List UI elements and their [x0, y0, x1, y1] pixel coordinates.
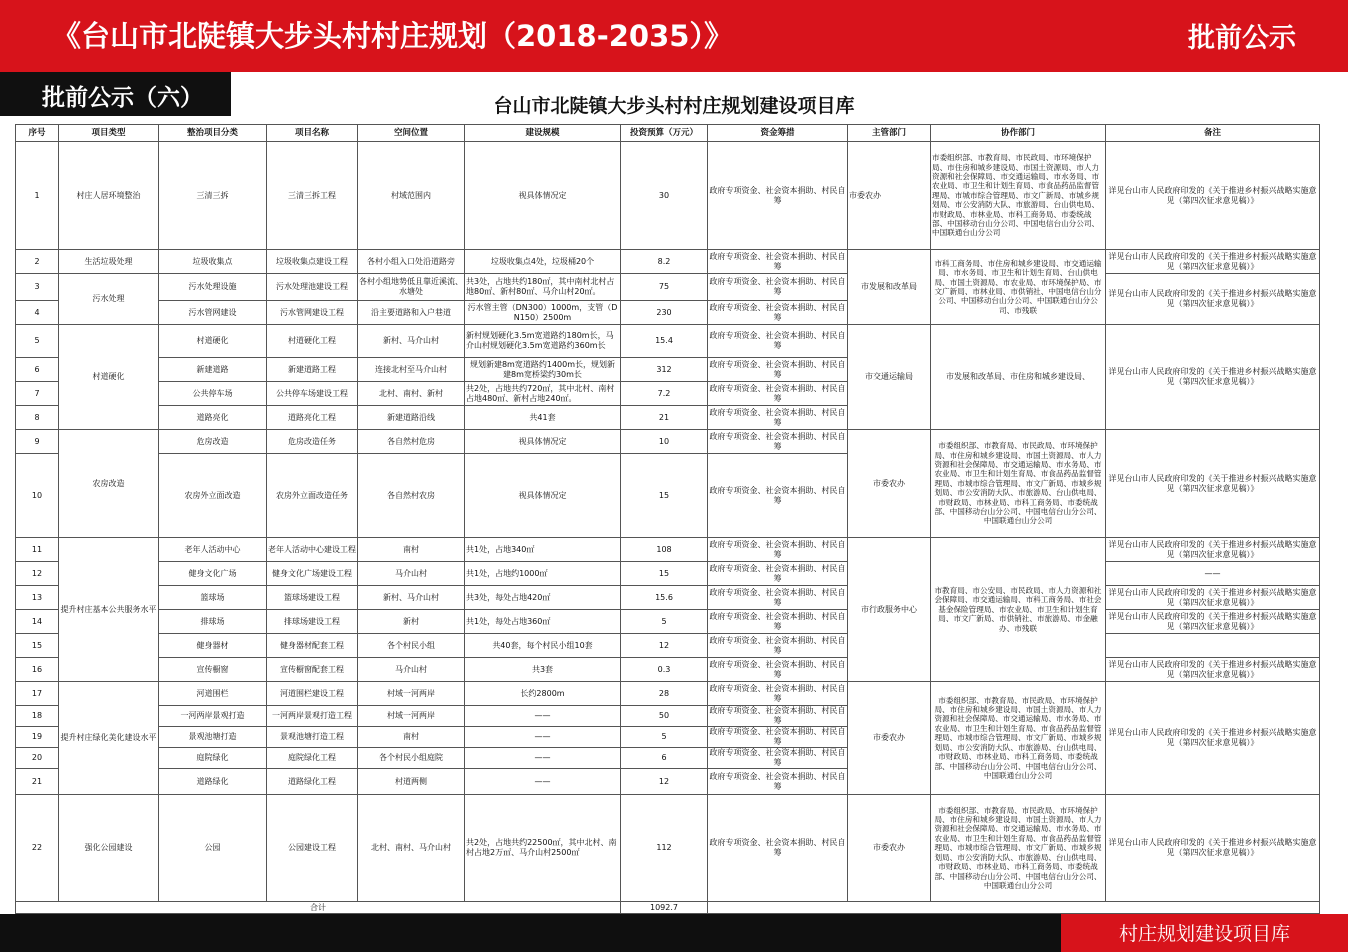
cell-coop: 市委组织部、市教育局、市民政局、市环境保护局、市住房和城乡建设局、市国土资源局、市人力资源和社会保障局、市交通运输局、市水务局、市农业局、市卫生和计划生育局、市食品药品监督管理局、市城市综合管理局、市文广新局、市城乡规划局、市公安消防大队、市旅游局、台山供电局、市财政局、市林业局、市科工商务局、市委统战部、中国移动台山分公司、中国电信台山分公司、中国联通台山分公司 — [931, 795, 1106, 902]
cell-no: 1 — [16, 142, 59, 250]
cell-dept: 市委农办 — [848, 682, 931, 795]
cell-location: 各自然村农房 — [358, 454, 465, 538]
cell-remark: 详见台山市人民政府印发的《关于推进乡村振兴战略实施意见（第四次征求意见稿）》 — [1106, 142, 1320, 250]
table-header-row — [16, 125, 1320, 142]
cell-class: 村道硬化 — [159, 325, 267, 358]
cell-budget: 108 — [621, 538, 708, 562]
cell-scale: 共3套 — [465, 658, 621, 682]
cell-scale: 共2处，占地共约22500㎡，其中北村、南村占地2万㎡、马介山村2500㎡ — [465, 795, 621, 902]
cell-fund: 政府专项资金、社会资本捐助、村民自筹 — [708, 610, 848, 634]
table-title: 台山市北陡镇大步头村村庄规划建设项目库 — [493, 95, 855, 117]
cell-type: 生活垃圾处理 — [59, 250, 159, 274]
cell-class: 健身器材 — [159, 634, 267, 658]
cell-budget: 15.4 — [621, 325, 708, 358]
col-name: 项目名称 — [267, 125, 358, 142]
cell-type: 强化公园建设 — [59, 795, 159, 902]
cell-location: 村域一河两岸 — [358, 682, 465, 706]
table-row — [16, 142, 1320, 250]
cell-fund: 政府专项资金、社会资本捐助、村民自筹 — [708, 358, 848, 382]
cell-budget: 15 — [621, 454, 708, 538]
table-row — [16, 274, 1320, 301]
cell-no: 11 — [16, 538, 59, 562]
cell-no: 18 — [16, 706, 59, 727]
col-coop: 协作部门 — [931, 125, 1106, 142]
cell-budget: 15.6 — [621, 586, 708, 610]
cell-location: 新村 — [358, 610, 465, 634]
cell-name: 三清三拆工程 — [267, 142, 358, 250]
table-row — [16, 538, 1320, 562]
col-no: 序号 — [16, 125, 59, 142]
col-fund: 资金筹措 — [708, 125, 848, 142]
table-row — [16, 250, 1320, 274]
cell-no: 8 — [16, 406, 59, 430]
col-location: 空间位置 — [358, 125, 465, 142]
cell-fund: 政府专项资金、社会资本捐助、村民自筹 — [708, 658, 848, 682]
cell-no: 6 — [16, 358, 59, 382]
cell-fund: 政府专项资金、社会资本捐助、村民自筹 — [709, 727, 846, 746]
cell-remark: 详见台山市人民政府印发的《关于推进乡村振兴战略实施意见（第四次征求意见稿）》 — [1106, 795, 1320, 902]
cell-no: 10 — [16, 454, 59, 538]
table-row — [16, 634, 1320, 658]
cell-remark: 详见台山市人民政府印发的《关于推进乡村振兴战略实施意见（第四次征求意见稿）》 — [1106, 274, 1320, 325]
cell-scale: 视具体情况定 — [465, 454, 621, 538]
cell-fund: 政府专项资金、社会资本捐助、村民自筹 — [708, 142, 848, 250]
cell-remark: 详见台山市人民政府印发的《关于推进乡村振兴战略实施意见（第四次征求意见稿）》 — [1106, 682, 1320, 795]
cell-fund: 政府专项资金、社会资本捐助、村民自筹 — [708, 634, 848, 658]
cell-dept: 市交通运输局 — [848, 325, 931, 430]
cell-name: 景观池塘打造工程 — [267, 727, 358, 748]
cell-budget: 50 — [621, 706, 708, 727]
cell-remark: 详见台山市人民政府印发的《关于推进乡村振兴战略实施意见（第四次征求意见稿）》 — [1106, 658, 1320, 682]
cell-dept: 市发展和改革局 — [848, 250, 931, 325]
cell-name: 排球场建设工程 — [267, 610, 358, 634]
cell-remark: 详见台山市人民政府印发的《关于推进乡村振兴战略实施意见（第四次征求意见稿）》 — [1106, 430, 1320, 538]
cell-name: 公共停车场建设工程 — [267, 382, 358, 406]
cell-location: 南村 — [358, 727, 465, 748]
cell-location: 新村、马介山村 — [358, 586, 465, 610]
cell-name: 河道围栏建设工程 — [267, 682, 358, 706]
cell-class: 垃圾收集点 — [159, 250, 267, 274]
bottom-banner — [0, 914, 1348, 952]
cell-no: 2 — [16, 250, 59, 274]
col-class: 整治项目分类 — [159, 125, 267, 142]
cell-name: 道路亮化工程 — [267, 406, 358, 430]
cell-fund: 政府专项资金、社会资本捐助、村民自筹 — [708, 274, 848, 301]
total-blank — [708, 902, 1320, 914]
cell-scale: 共3处，每处占地420㎡ — [465, 586, 621, 610]
cell-coop: 市科工商务局、市住房和城乡建设局、市交通运输局、市水务局、市卫生和计划生育局、台山供电局、市国土资源局、市农业局、市环境保护局、市文广新局、市林业局、市供销社、中国电信台山分公司、中国移动台山分公司、中国联通台山分公司、市残联 — [931, 250, 1106, 325]
cell-fund: 政府专项资金、社会资本捐助、村民自筹 — [708, 382, 848, 406]
cell-name: 庭院绿化工程 — [267, 748, 358, 769]
cell-location: 连接北村至马介山村 — [358, 358, 465, 382]
cell-budget: 10 — [621, 430, 708, 454]
cell-budget: 7.2 — [621, 382, 708, 406]
cell-budget: 5 — [621, 610, 708, 634]
project-table — [15, 124, 1320, 914]
cell-location: 新建道路沿线 — [358, 406, 465, 430]
cell-class: 庭院绿化 — [159, 748, 267, 769]
cell-budget: 12 — [621, 634, 708, 658]
cell-coop: 市发展和改革局、市住房和城乡建设局、 — [931, 325, 1106, 430]
table-row — [16, 682, 1320, 706]
cell-class: 公园 — [159, 795, 267, 902]
cell-coop: 市教育局、市公安局、市民政局、市人力资源和社会保障局、市交通运输局、市科工商务局、市社会基金保险管理局、市农业局、市卫生和计划生育局、市文广新局、市供销社、市旅游局、市金融办、市残联 — [931, 538, 1106, 682]
cell-budget: 112 — [621, 795, 708, 902]
cell-scale: 共2处，占地共约720㎡，其中北村、南村占地480㎡、新村占地240㎡。 — [465, 382, 621, 406]
cell-class: 景观池塘打造 — [159, 727, 267, 748]
cell-budget: 12 — [621, 769, 708, 795]
cell-fund: 政府专项资金、社会资本捐助、村民自筹 — [708, 682, 848, 706]
cell-name: 老年人活动中心建设工程 — [267, 538, 358, 562]
cell-coop: 市委组织部、市教育局、市民政局、市环境保护局、市住房和城乡建设局、市国土资源局、市人力资源和社会保障局、市交通运输局、市水务局、市农业局、市卫生和计划生育局、市食品药品监督管理局、市城市综合管理局、市文广新局、市城乡规划局、市公安消防大队、市旅游局、台山供电局、市财政局、市林业局、市科工商务局、市委统战部、中国移动台山分公司、中国电信台山分公司、中国联通台山分公司 — [931, 682, 1106, 795]
cell-type: 村道硬化 — [59, 325, 159, 430]
cell-location: 村域一河两岸 — [358, 706, 465, 727]
stage-label: 批前公示 — [1188, 23, 1296, 54]
cell-no: 5 — [16, 325, 59, 358]
total-value: 1092.7 — [621, 902, 708, 914]
cell-class: 污水处理设施 — [159, 274, 267, 301]
cell-scale: 新村规划硬化3.5m宽道路约180m长，马介山村规划硬化3.5m宽道路约360m长 — [465, 325, 621, 358]
document-title: 《台山市北陡镇大步头村村庄规划（2018-2035）》 — [52, 19, 733, 53]
cell-location: 村道两侧 — [358, 769, 465, 795]
cell-no: 15 — [16, 634, 59, 658]
table-row — [16, 610, 1320, 634]
cell-scale: 垃圾收集点4处，垃圾桶20个 — [465, 250, 621, 274]
cell-scale: 视具体情况定 — [465, 430, 621, 454]
cell-no: 14 — [16, 610, 59, 634]
footer-label: 村庄规划建设项目库 — [1118, 923, 1290, 945]
cell-scale: 共40套，每个村民小组10套 — [465, 634, 621, 658]
cell-fund: 政府专项资金、社会资本捐助、村民自筹 — [708, 586, 848, 610]
cell-budget: 0.3 — [621, 658, 708, 682]
cell-class: 新建道路 — [159, 358, 267, 382]
cell-location: 各个村民小组庭院 — [358, 748, 465, 769]
cell-scale: —— — [465, 706, 621, 727]
cell-remark: —— — [1106, 562, 1320, 586]
cell-class: 篮球场 — [159, 586, 267, 610]
cell-budget: 8.2 — [621, 250, 708, 274]
col-remark: 备注 — [1106, 125, 1320, 142]
cell-scale: —— — [465, 748, 621, 769]
cell-location: 村域范围内 — [358, 142, 465, 250]
cell-class: 老年人活动中心 — [159, 538, 267, 562]
col-scale: 建设规模 — [465, 125, 621, 142]
cell-budget: 6 — [621, 748, 708, 769]
cell-class: 排球场 — [159, 610, 267, 634]
cell-class: 农房外立面改造 — [159, 454, 267, 538]
cell-budget: 75 — [621, 274, 708, 301]
cell-dept: 市委农办 — [848, 430, 931, 538]
table-row — [16, 658, 1320, 682]
cell-fund: 政府专项资金、社会资本捐助、村民自筹 — [708, 795, 848, 902]
cell-coop: 市委组织部、市教育局、市民政局、市环境保护局、市住房和城乡建设局、市国土资源局、市人力资源和社会保障局、市交通运输局、市水务局、市农业局、市卫生和计划生育局、市食品药品监督管理局、市城市综合管理局、市文广新局、市城乡规划局、市公安消防大队、市旅游局、台山供电局、市财政局、市林业局、市科工商务局、市委统战部、中国移动台山分公司、中国电信台山分公司、中国联通台山分公司 — [931, 430, 1106, 538]
cell-scale: 共1处，占地约1000㎡ — [465, 562, 621, 586]
cell-scale: 污水管主管（DN300）1000m，支管（DN150）2500m — [465, 301, 621, 325]
cell-type: 农房改造 — [59, 430, 159, 538]
cell-name: 垃圾收集点建设工程 — [267, 250, 358, 274]
cell-class: 危房改造 — [159, 430, 267, 454]
cell-location: 各村小组地势低且靠近溪流、水塘处 — [358, 274, 465, 301]
cell-type: 污水处理 — [59, 274, 159, 325]
section-label: 批前公示（六） — [42, 85, 203, 111]
cell-no: 21 — [16, 769, 59, 795]
table-row — [16, 325, 1320, 358]
total-row — [16, 902, 1320, 914]
cell-fund: 政府专项资金、社会资本捐助、村民自筹 — [708, 430, 848, 454]
cell-no: 7 — [16, 382, 59, 406]
cell-class: 宣传橱窗 — [159, 658, 267, 682]
col-budget: 投资预算（万元） — [621, 125, 708, 142]
cell-scale: 视具体情况定 — [465, 142, 621, 250]
cell-fund: 政府专项资金、社会资本捐助、村民自筹 — [708, 562, 848, 586]
table-row — [16, 586, 1320, 610]
cell-name: 村道硬化工程 — [267, 325, 358, 358]
cell-no: 19 — [16, 727, 59, 748]
cell-scale: 共41套 — [465, 406, 621, 430]
cell-fund: 政府专项资金、社会资本捐助、村民自筹 — [709, 706, 846, 725]
cell-class: 健身文化广场 — [159, 562, 267, 586]
cell-location: 马介山村 — [358, 562, 465, 586]
cell-no: 12 — [16, 562, 59, 586]
col-dept: 主管部门 — [848, 125, 931, 142]
cell-budget: 230 — [621, 301, 708, 325]
cell-type: 提升村庄基本公共服务水平 — [59, 538, 159, 682]
cell-name: 公园建设工程 — [267, 795, 358, 902]
cell-fund: 政府专项资金、社会资本捐助、村民自筹 — [708, 325, 848, 358]
cell-budget: 30 — [621, 142, 708, 250]
cell-coop: 市委组织部、市教育局、市民政局、市环境保护局、市住房和城乡建设局、市国土资源局、市人力资源和社会保障局、市交通运输局、市水务局、市农业局、市卫生和计划生育局、市食品药品监督管理局、市城市综合管理局、市文广新局、市城乡规划局、市公安消防大队、市旅游局、台山供电局、市财政局、市林业局、市科工商务局、市委统战部、中国移动台山分公司、中国电信台山分公司、中国联通台山分公司 — [931, 142, 1106, 250]
cell-location: 新村、马介山村 — [358, 325, 465, 358]
cell-no: 17 — [16, 682, 59, 706]
cell-dept: 市行政服务中心 — [848, 538, 931, 682]
cell-remark: 详见台山市人民政府印发的《关于推进乡村振兴战略实施意见（第四次征求意见稿）》 — [1106, 250, 1320, 274]
cell-remark: 详见台山市人民政府印发的《关于推进乡村振兴战略实施意见（第四次征求意见稿）》 — [1106, 325, 1320, 430]
cell-name: 宣传橱窗配套工程 — [267, 658, 358, 682]
cell-type: 村庄人居环境整治 — [59, 142, 159, 250]
cell-fund: 政府专项资金、社会资本捐助、村民自筹 — [708, 250, 848, 274]
cell-location: 沿主要道路和入户巷道 — [358, 301, 465, 325]
cell-location: 北村、南村、新村 — [358, 382, 465, 406]
table-row — [16, 430, 1320, 454]
cell-location: 北村、南村、马介山村 — [358, 795, 465, 902]
cell-remark: 详见台山市人民政府印发的《关于推进乡村振兴战略实施意见（第四次征求意见稿）》 — [1106, 586, 1320, 610]
cell-remark: 详见台山市人民政府印发的《关于推进乡村振兴战略实施意见（第四次征求意见稿）》 — [1106, 610, 1320, 634]
cell-fund: 政府专项资金、社会资本捐助、村民自筹 — [708, 769, 848, 795]
cell-fund: 政府专项资金、社会资本捐助、村民自筹 — [708, 454, 848, 538]
cell-location: 南村 — [358, 538, 465, 562]
cell-scale: 共1处，占地340㎡ — [465, 538, 621, 562]
cell-class: 道路亮化 — [159, 406, 267, 430]
cell-name: 污水处理池建设工程 — [267, 274, 358, 301]
table-row — [16, 562, 1320, 586]
cell-class: 道路绿化 — [159, 769, 267, 795]
cell-name: 道路绿化工程 — [267, 769, 358, 795]
cell-scale: 共1处，每处占地360㎡ — [465, 610, 621, 634]
cell-fund: 政府专项资金、社会资本捐助、村民自筹 — [708, 406, 848, 430]
cell-no: 4 — [16, 301, 59, 325]
cell-name: 篮球场建设工程 — [267, 586, 358, 610]
cell-budget: 312 — [621, 358, 708, 382]
cell-name: 健身文化广场建设工程 — [267, 562, 358, 586]
cell-scale: 共3处，占地共约180㎡，其中南村北村占地80㎡、新村80㎡、马介山村20㎡。 — [465, 274, 621, 301]
cell-location: 各个村民小组 — [358, 634, 465, 658]
cell-budget: 28 — [621, 682, 708, 706]
cell-remark: 详见台山市人民政府印发的《关于推进乡村振兴战略实施意见（第四次征求意见稿）》 — [1106, 538, 1320, 562]
cell-class: 污水管网建设 — [159, 301, 267, 325]
cell-location: 各自然村危房 — [358, 430, 465, 454]
cell-budget: 5 — [621, 727, 708, 748]
cell-class: 公共停车场 — [159, 382, 267, 406]
cell-class: 三清三拆 — [159, 142, 267, 250]
cell-name: 污水管网建设工程 — [267, 301, 358, 325]
cell-budget: 15 — [621, 562, 708, 586]
footer-tag — [1061, 914, 1348, 952]
cell-name: 危房改造任务 — [267, 430, 358, 454]
cell-dept: 市委农办 — [848, 795, 931, 902]
cell-name: 农房外立面改造任务 — [267, 454, 358, 538]
cell-location: 各村小组入口处沿道路旁 — [358, 250, 465, 274]
col-type: 项目类型 — [59, 125, 159, 142]
cell-fund: 政府专项资金、社会资本捐助、村民自筹 — [708, 301, 848, 325]
cell-type: 提升村庄绿化美化建设水平 — [59, 682, 159, 795]
cell-remark — [1106, 634, 1320, 658]
total-label: 合计 — [16, 902, 621, 914]
cell-class: 河道围栏 — [159, 682, 267, 706]
cell-no: 20 — [16, 748, 59, 769]
cell-fund: 政府专项资金、社会资本捐助、村民自筹 — [709, 748, 846, 767]
cell-location: 马介山村 — [358, 658, 465, 682]
cell-budget: 21 — [621, 406, 708, 430]
cell-scale: —— — [465, 727, 621, 748]
cell-no: 22 — [16, 795, 59, 902]
top-banner — [0, 0, 1348, 72]
cell-name: 新建道路工程 — [267, 358, 358, 382]
cell-no: 9 — [16, 430, 59, 454]
cell-fund: 政府专项资金、社会资本捐助、村民自筹 — [708, 538, 848, 562]
cell-no: 13 — [16, 586, 59, 610]
cell-no: 16 — [16, 658, 59, 682]
cell-scale: 长约2800m — [465, 682, 621, 706]
cell-name: 健身器材配套工程 — [267, 634, 358, 658]
cell-class: 一河两岸景观打造 — [159, 706, 267, 727]
cell-dept: 市委农办 — [848, 142, 931, 250]
cell-name: 一河两岸景观打造工程 — [267, 706, 358, 727]
table-row — [16, 795, 1320, 902]
cell-no: 3 — [16, 274, 59, 301]
cell-scale: —— — [465, 769, 621, 795]
cell-scale: 规划新建8m宽道路约1400m长，规划新建8m宽桥梁约30m长 — [465, 358, 621, 382]
